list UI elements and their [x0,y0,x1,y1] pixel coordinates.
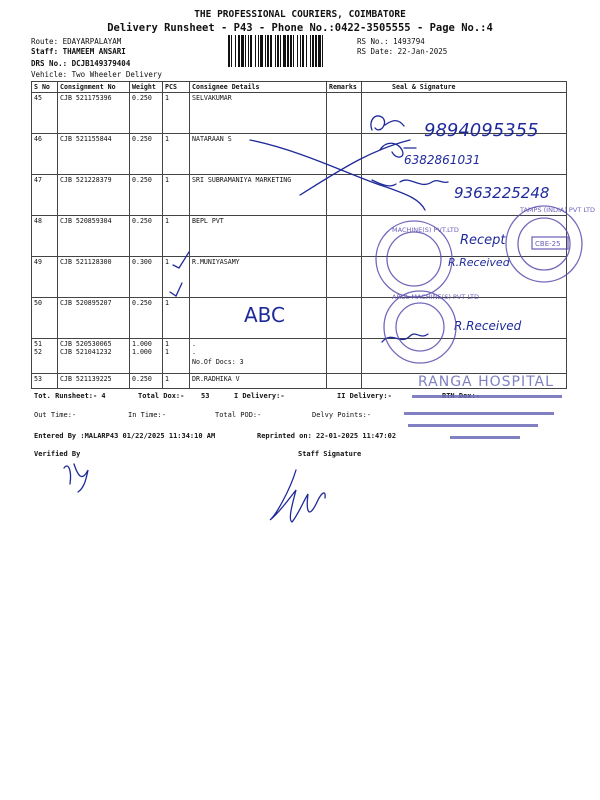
scribble-line [300,140,410,195]
cell-weight: 0.250 [130,298,163,339]
cell-consignment: CJB 521175396 [58,93,130,134]
delvy-points: Delvy Points:- [312,411,372,419]
stamp-circle-1-inner [387,232,441,286]
signature-squiggle [382,334,428,342]
cell-sno: 51 52 [32,339,58,358]
cell-consignment: CJB 520859304 [58,216,130,257]
verified-by-label: Verified By [34,450,81,458]
cell-consignee: NATARAAN S [190,134,327,175]
in-time: In Time:- [128,411,166,419]
cell-pcs: 1 1 [163,339,190,358]
cell-pcs: 1 [163,298,190,339]
cell-weight: 1.000 1.000 [130,339,163,358]
cell-consignment: CJB 520530065 CJB 521041232 [58,339,130,358]
out-time: Out Time:- [34,411,77,419]
reprinted-on: Reprinted on: 22-01-2025 11:47:02 [257,432,397,440]
cell-sno: 45 [32,93,58,134]
stamp-circle-3-inner [396,303,444,351]
signature-squiggle [372,180,448,186]
cell-pcs: 1 [163,216,190,257]
cell-pcs: 1 [163,134,190,175]
total-dox-value: 53 [201,392,210,400]
cell-weight: 0.250 [130,374,163,389]
scribble-line [250,140,425,210]
entered-by: Entered By :MALARP43 01/22/2025 11:34:10 AM [34,432,216,440]
cell-consignee: SRI SUBRAMANIYA MARKETING [190,175,327,216]
cell-consignee: R.MUNIYASAMY [190,257,327,298]
col-seal-signature: Seal & Signature [362,82,567,93]
hospital-stamp-line [404,412,554,415]
rs-number: RS No.: 1493794 [357,37,425,46]
staff-signature-label: Staff Signature [298,450,362,458]
col-consignee: Consignee Details [190,82,327,93]
stamp-circle-3 [384,291,456,363]
cell-pcs: 1 [163,175,190,216]
stamp-2-center: CBE-25 [535,240,561,248]
handwritten-phone-2: 6382861031 [404,153,481,167]
handwritten-abc: ABC [244,303,286,327]
signature-squiggle [371,116,404,130]
cell-sno: 49 [32,257,58,298]
cell-consignment: CJB 521155844 [58,134,130,175]
col-weight: Weight [130,82,163,93]
cell-consignee: BEPL PVT [190,216,327,257]
cell-weight: 0.250 [130,93,163,134]
i-delivery: I Delivery:- [234,392,285,400]
col-sno: S No [32,82,58,93]
cell-weight: 0.250 [130,175,163,216]
cell-consignment: CJB 521228379 [58,175,130,216]
tick-mark-icon [170,283,182,296]
cell-pcs: 1 [163,257,190,298]
total-pod: Total POD:- [215,411,262,419]
handwritten-recept-1: Recept [460,233,506,248]
route-label: Route: EDAYARPALAYAM [31,37,122,46]
cell-consignment: CJB 521139225 [58,374,130,389]
cell-weight: 0.250 [130,134,163,175]
cell-sno: 50 [32,298,58,339]
cell-consignment: CJB 520895207 [58,298,130,339]
runsheet-subtitle: Delivery Runsheet - P43 - Phone No.:0422-3505555 - Page No.:4 [107,22,493,34]
cell-consignment: CJB 521128300 [58,257,130,298]
cell-sno: 46 [32,134,58,175]
cell-weight: 0.250 [130,216,163,257]
hospital-stamp-line [450,436,520,439]
hospital-stamp: RANGA HOSPITAL [418,374,554,390]
handwritten-recept-3: R.Received [454,319,522,333]
cell-consignee: SELVAKUMAR [190,93,327,134]
cell-consignee: DR.RADHIKA V [190,374,327,389]
col-remarks: Remarks [327,82,362,93]
handwritten-phone-3: 9363225248 [454,184,550,202]
stamp-1-text: MACHINE(S) PVT.LTD [392,226,459,234]
handwritten-phone-1: 9894095355 [424,120,539,141]
drs-number: DRS No.: DCJB149379404 [31,59,131,68]
cell-pcs: 1 [163,374,190,389]
hospital-stamp-line [412,395,562,398]
cell-sno: 48 [32,216,58,257]
total-dox-label: Total Dox:- [138,392,185,400]
vehicle-label: Vehicle: Two Wheeler Delivery [31,70,162,79]
staff-signature [270,470,325,522]
cell-sno: 47 [32,175,58,216]
hospital-stamp-line [408,424,538,427]
cell-consignee: . . [190,339,327,358]
cell-no-of-docs: No.Of Docs: 3 [190,357,327,374]
cell-sno: 53 [32,374,58,389]
verified-signature [64,464,88,492]
handwritten-recept-2: R.Received [448,256,510,269]
stamp-2-text: TAMPS (INDIA) PVT LTD [520,206,596,214]
rs-date: RS Date: 22-Jan-2025 [357,47,448,56]
tick-mark-icon [173,252,189,268]
stamp-3-text: ARUL MACHINE(S) PVT LTD [392,293,480,301]
ii-delivery: II Delivery:- [337,392,392,400]
col-pcs: PCS [163,82,190,93]
col-consignment: Consignment No [58,82,130,93]
staff-label: Staff: THAMEEM ANSARI [31,47,126,56]
cell-weight: 0.300 [130,257,163,298]
cell-pcs: 1 [163,93,190,134]
company-title: THE PROFESSIONAL COURIERS, COIMBATORE [194,9,406,20]
tot-runsheet: Tot. Runsheet:- 4 [34,392,106,400]
